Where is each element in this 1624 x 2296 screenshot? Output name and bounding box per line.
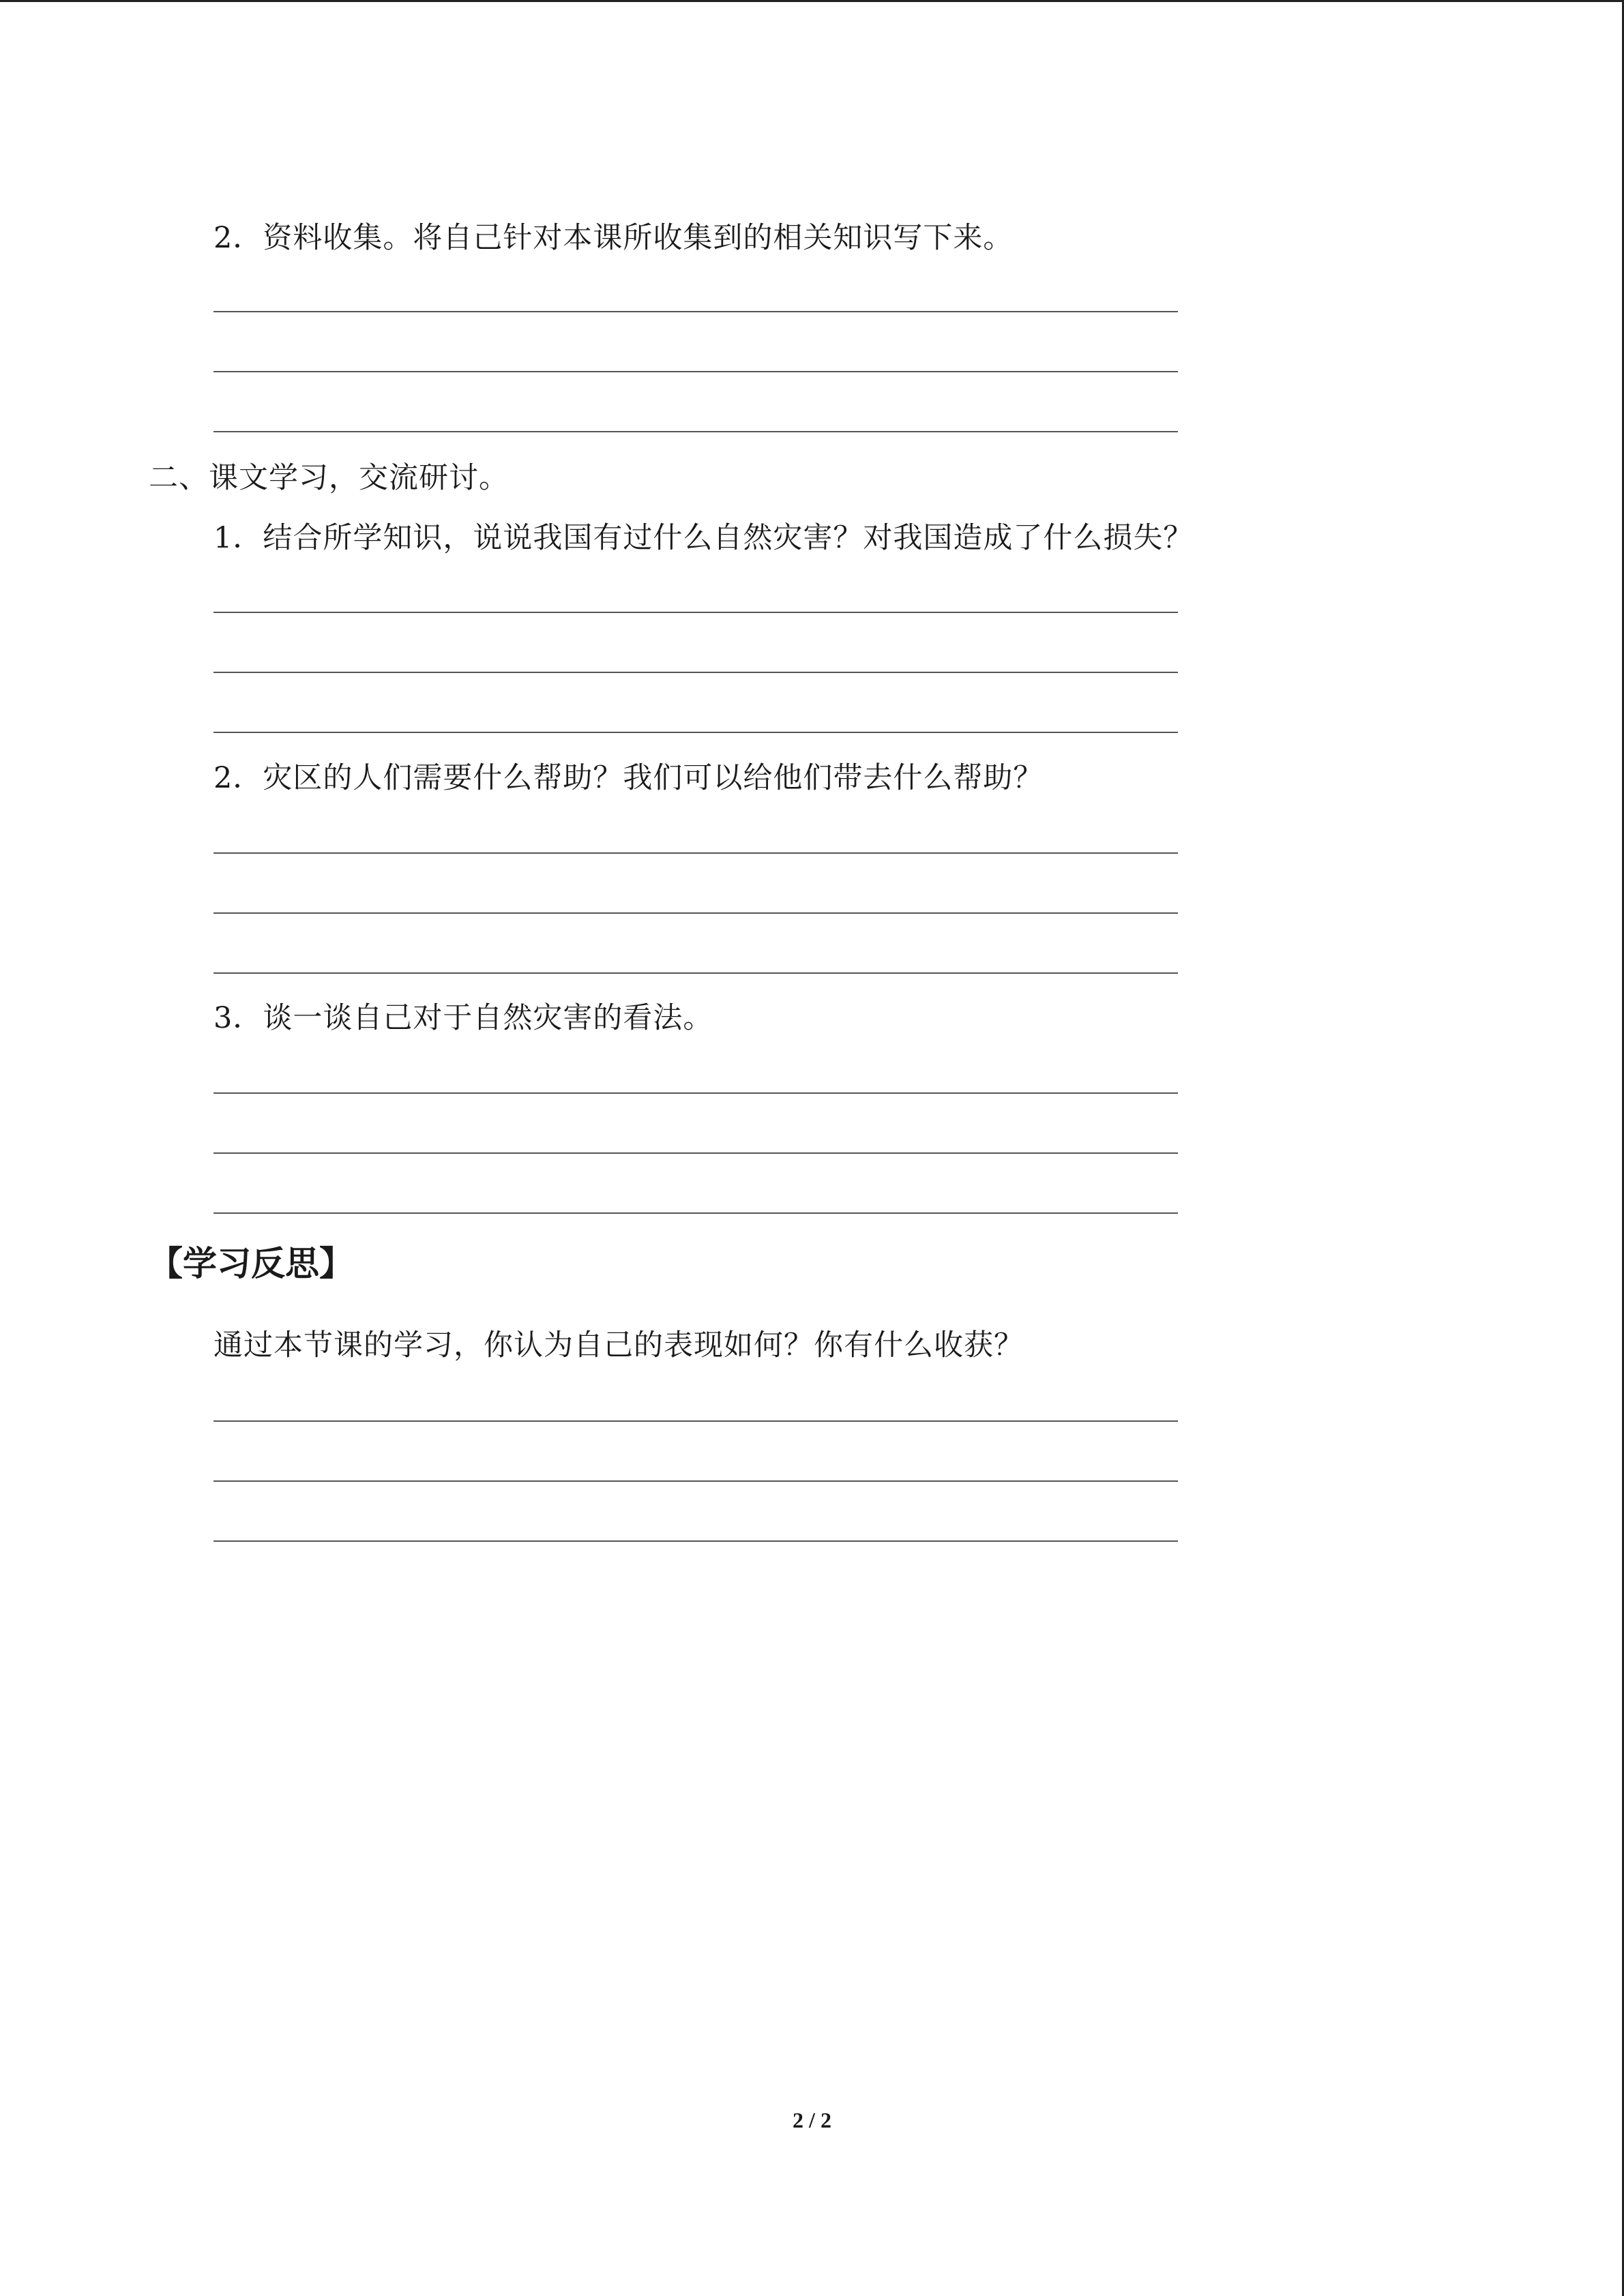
answer-line	[213, 612, 1178, 613]
reflection-heading: 【学习反思】	[149, 1244, 353, 1283]
answer-line	[213, 972, 1178, 974]
question-disaster-help: 2．灾区的人们需要什么帮助？我们可以给他们带去什么帮助？	[213, 761, 1044, 795]
answer-line	[213, 912, 1178, 914]
answer-line	[213, 311, 1178, 312]
answer-line	[213, 1212, 1178, 1214]
answer-line	[213, 1480, 1178, 1482]
answer-line	[213, 1540, 1178, 1542]
question-resource-collection: 2．资料收集。将自己针对本课所收集到的相关知识写下来。	[213, 221, 1014, 255]
answer-line	[213, 732, 1178, 733]
answer-line	[213, 1092, 1178, 1094]
answer-line	[213, 371, 1178, 372]
question-opinion: 3．谈一谈自己对于自然灾害的看法。	[213, 1001, 713, 1035]
answer-line	[213, 672, 1178, 673]
section-heading-text-study: 二、课文学习，交流研讨。	[149, 461, 509, 495]
page-number: 2 / 2	[793, 2108, 831, 2132]
answer-line	[213, 1420, 1178, 1422]
question-natural-disasters: 1．结合所学知识，说说我国有过什么自然灾害？对我国造成了什么损失？	[213, 521, 1194, 555]
reflection-prompt: 通过本节课的学习，你认为自己的表现如何？你有什么收获？	[213, 1328, 1024, 1362]
answer-line	[213, 852, 1178, 854]
answer-line	[213, 431, 1178, 432]
answer-line	[213, 1152, 1178, 1154]
